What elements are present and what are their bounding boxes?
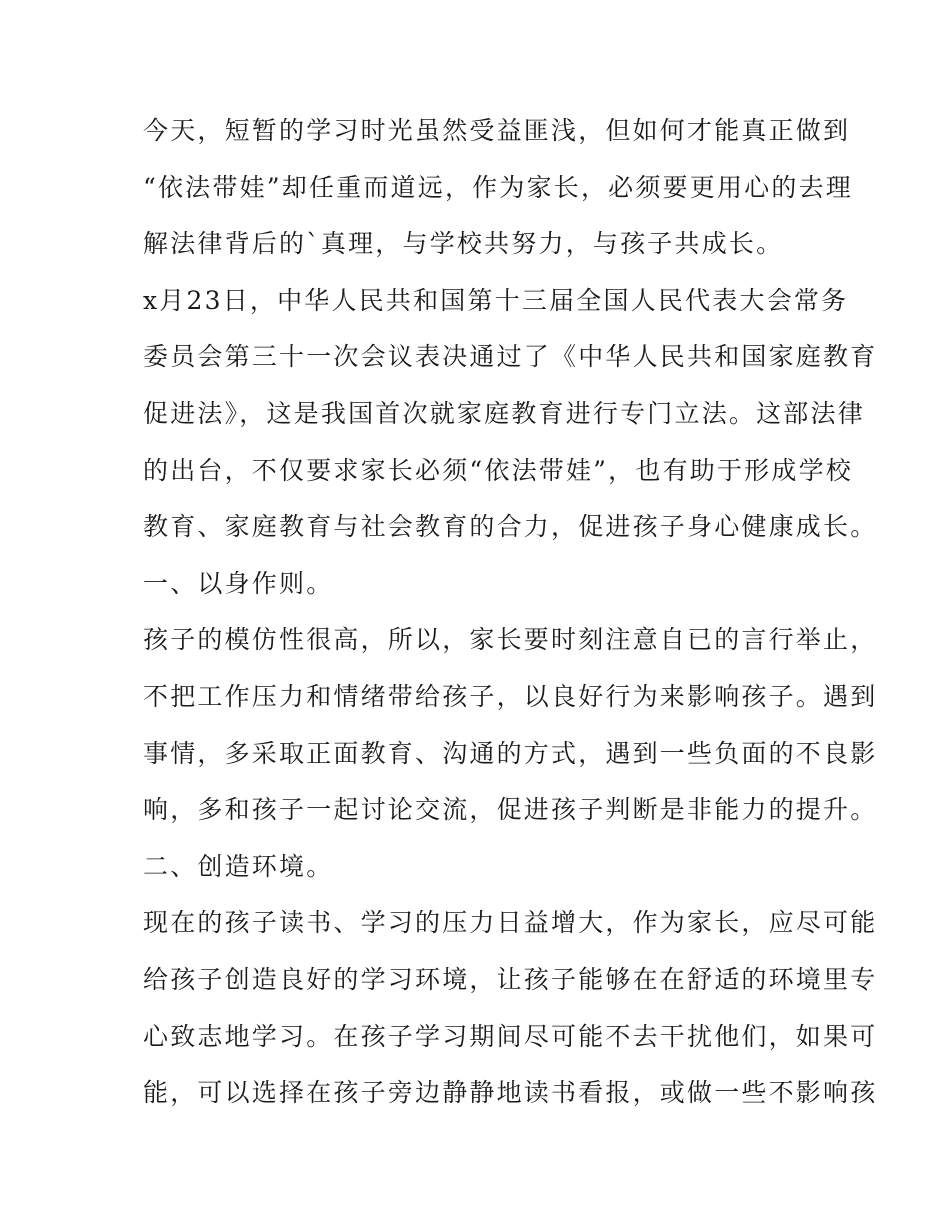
text-line: 现在的孩子读书、学习的压力日益增大，作为家长，应尽可能 xyxy=(143,908,878,938)
text-line: 促进法》，这是我国首次就家庭教育进行专门立法。这部法律 xyxy=(143,398,865,428)
text-line: 委员会第三十一次会议表决通过了《中华人民共和国家庭教育 xyxy=(143,342,878,372)
section-heading: 二、创造环境。 xyxy=(143,851,334,881)
text-line: 教育、家庭教育与社会教育的合力，促进孩子身心健康成长。 xyxy=(143,512,878,542)
text-line: “依法带娃”却任重而道远，作为家长，必须要更用心的去理 xyxy=(143,172,853,202)
text-line: x月23日，中华人民共和国第十三届全国人民代表大会常务 xyxy=(143,285,849,315)
text-line: 心致志地学习。在孩子学习期间尽可能不去干扰他们，如果可 xyxy=(143,1021,878,1051)
text-line: 响，多和孩子一起讨论交流，促进孩子判断是非能力的提升。 xyxy=(143,795,878,825)
document-body xyxy=(143,103,878,1122)
section-heading: 一、以身作则。 xyxy=(143,568,334,598)
text-line: 能，可以选择在孩子旁边静静地读书看报，或做一些不影响孩 xyxy=(143,1078,878,1108)
text-line: 的出台，不仅要求家长必须“依法带娃”，也有助于形成学校 xyxy=(143,455,853,485)
text-line: 事情，多采取正面教育、沟通的方式，遇到一些负面的不良影 xyxy=(143,738,878,768)
text-line: 给孩子创造良好的学习环境，让孩子能够在在舒适的环境里专 xyxy=(143,964,878,994)
text-line: 解法律背后的`真理，与学校共努力，与孩子共成长。 xyxy=(143,229,784,259)
text-line: 不把工作压力和情绪带给孩子，以良好行为来影响孩子。遇到 xyxy=(143,681,878,711)
text-line: 孩子的模仿性很高，所以，家长要时刻注意自已的言行举止， xyxy=(143,625,878,655)
text-line: 今天，短暂的学习时光虽然受益匪浅，但如何才能真正做到 xyxy=(143,116,851,145)
